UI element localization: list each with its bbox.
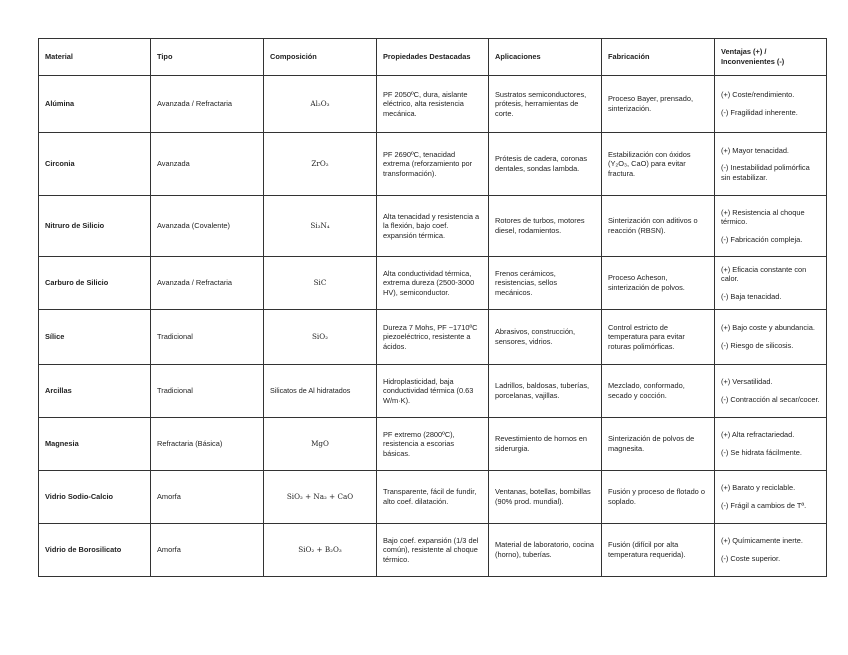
material-cell: Sílice <box>39 310 151 365</box>
aplicaciones-cell: Material de laboratorio, cocina (horno), tuberías. <box>489 524 602 577</box>
composicion-cell: Al₂O₃ <box>264 76 377 133</box>
ventaja-text: (+) Eficacia constante con calor. <box>721 264 807 284</box>
inconveniente-text: (-) Se hidrata fácilmente. <box>721 448 802 457</box>
composicion-cell: SiO₂ <box>264 310 377 365</box>
propiedades-cell: Hidroplasticidad, baja conductividad térmica (0.63 W/m·K). <box>377 365 489 418</box>
composicion-cell: SiO₂ + Na₂ + CaO <box>264 471 377 524</box>
tipo-cell: Avanzada / Refractaria <box>151 257 264 310</box>
ventajas-cell <box>715 196 827 257</box>
propiedades-cell: Alta conductividad térmica, extrema dureza (2500-3000 HV), semiconductor. <box>377 257 489 310</box>
aplicaciones-cell: Prótesis de cadera, coronas dentales, sondas lambda. <box>489 133 602 196</box>
material-cell: Alúmina <box>39 76 151 133</box>
propiedades-cell: PF 2050ºC, dura, aislante eléctrico, alta resistencia mecánica. <box>377 76 489 133</box>
fabricacion-cell: Fusión (difícil por alta temperatura requerida). <box>602 524 715 577</box>
ventajas-cell <box>715 524 827 577</box>
aplicaciones-cell: Ladrillos, baldosas, tuberías, porcelanas, vajillas. <box>489 365 602 418</box>
aplicaciones-cell: Sustratos semiconductores, prótesis, herramientas de corte. <box>489 76 602 133</box>
header-composicion: Composición <box>264 39 377 76</box>
material-cell: Circonia <box>39 133 151 196</box>
material-cell: Vidrio Sodio-Calcio <box>39 471 151 524</box>
table-row <box>39 310 827 365</box>
aplicaciones-cell: Ventanas, botellas, bombillas (90% prod. mundial). <box>489 471 602 524</box>
ventaja-text: (+) Resistencia al choque térmico. <box>721 207 805 227</box>
table-row <box>39 471 827 524</box>
ventajas-cell <box>715 310 827 365</box>
ventaja-text: (+) Bajo coste y abundancia. <box>721 323 815 333</box>
header-aplicaciones: Aplicaciones <box>489 39 602 76</box>
ventajas-cell <box>715 133 827 196</box>
inconveniente-text: (-) Inestabilidad polimórfica sin estabilizar. <box>721 163 810 182</box>
tipo-cell: Avanzada <box>151 133 264 196</box>
table-row <box>39 257 827 310</box>
fabricacion-cell: Estabilización con óxidos (Y₂O₃, CaO) para evitar fractura. <box>602 133 715 196</box>
fabricacion-cell: Sinterización con aditivos o reacción (RBSN). <box>602 196 715 257</box>
table-row <box>39 418 827 471</box>
propiedades-cell: PF 2690ºC, tenacidad extrema (reforzamiento por transformación). <box>377 133 489 196</box>
ventajas-cell <box>715 471 827 524</box>
inconveniente-text: (-) Contracción al secar/cocer. <box>721 395 820 404</box>
composicion-cell: Si₃N₄ <box>264 196 377 257</box>
header-ventajas: Ventajas (+) / Inconvenientes (-) <box>715 39 827 76</box>
tipo-cell: Amorfa <box>151 524 264 577</box>
ventajas-cell <box>715 257 827 310</box>
ventajas-cell <box>715 365 827 418</box>
header-tipo: Tipo <box>151 39 264 76</box>
inconveniente-text: (-) Fabricación compleja. <box>721 234 803 244</box>
composicion-cell: Silicatos de Al hidratados <box>264 365 377 418</box>
material-cell: Vidrio de Borosilicato <box>39 524 151 577</box>
ventaja-text: (+) Químicamente inerte. <box>721 536 803 546</box>
propiedades-cell: Transparente, fácil de fundir, alto coef. dilatación. <box>377 471 489 524</box>
fabricacion-cell: Fusión y proceso de flotado o soplado. <box>602 471 715 524</box>
ventaja-text: (+) Alta refractariedad. <box>721 430 795 440</box>
composicion-cell: SiO₂ + B₂O₃ <box>264 524 377 577</box>
tipo-cell: Tradicional <box>151 365 264 418</box>
ventajas-cell <box>715 418 827 471</box>
header-propiedades: Propiedades Destacadas <box>377 39 489 76</box>
propiedades-cell: Bajo coef. expansión (1/3 del común), resistente al choque térmico. <box>377 524 489 577</box>
table-row <box>39 196 827 257</box>
composicion-cell: ZrO₂ <box>264 133 377 196</box>
inconveniente-text: (-) Frágil a cambios de Tª. <box>721 501 807 510</box>
ceramics-table <box>38 38 827 577</box>
header-row <box>39 39 827 76</box>
fabricacion-cell: Proceso Acheson, sinterización de polvos. <box>602 257 715 310</box>
table-row <box>39 76 827 133</box>
tipo-cell: Avanzada (Covalente) <box>151 196 264 257</box>
tipo-cell: Avanzada / Refractaria <box>151 76 264 133</box>
propiedades-cell: PF extremo (2800ºC), resistencia a escorias básicas. <box>377 418 489 471</box>
aplicaciones-cell: Rotores de turbos, motores diesel, rodamientos. <box>489 196 602 257</box>
inconveniente-text: (-) Coste superior. <box>721 554 781 563</box>
material-cell: Nitruro de Silicio <box>39 196 151 257</box>
inconveniente-text: (-) Riesgo de silicosis. <box>721 341 794 350</box>
fabricacion-cell: Proceso Bayer, prensado, sinterización. <box>602 76 715 133</box>
aplicaciones-cell: Revestimiento de hornos en siderurgia. <box>489 418 602 471</box>
ventaja-text: (+) Versatilidad. <box>721 377 773 387</box>
table-row <box>39 365 827 418</box>
material-cell: Magnesia <box>39 418 151 471</box>
composicion-cell: MgO <box>264 418 377 471</box>
fabricacion-cell: Sinterización de polvos de magnesita. <box>602 418 715 471</box>
propiedades-cell: Dureza 7 Mohs, PF ~1710ºC piezoeléctrico, resistente a ácidos. <box>377 310 489 365</box>
header-material: Material <box>39 39 151 76</box>
composicion-cell: SiC <box>264 257 377 310</box>
propiedades-cell: Alta tenacidad y resistencia a la flexión, bajo coef. expansión térmica. <box>377 196 489 257</box>
tipo-cell: Amorfa <box>151 471 264 524</box>
table-row <box>39 133 827 196</box>
aplicaciones-cell: Abrasivos, construcción, sensores, vidrios. <box>489 310 602 365</box>
header-fabricacion: Fabricación <box>602 39 715 76</box>
ventaja-text: (+) Barato y reciclable. <box>721 483 796 493</box>
ventaja-text: (+) Mayor tenacidad. <box>721 145 789 155</box>
inconveniente-text: (-) Baja tenacidad. <box>721 291 782 301</box>
table-row <box>39 524 827 577</box>
material-cell: Arcillas <box>39 365 151 418</box>
ventajas-cell <box>715 76 827 133</box>
ventaja-text: (+) Coste/rendimiento. <box>721 90 795 100</box>
inconveniente-text: (-) Fragilidad inherente. <box>721 108 798 117</box>
tipo-cell: Refractaria (Básica) <box>151 418 264 471</box>
tipo-cell: Tradicional <box>151 310 264 365</box>
fabricacion-cell: Control estricto de temperatura para evitar roturas polimórficas. <box>602 310 715 365</box>
fabricacion-cell: Mezclado, conformado, secado y cocción. <box>602 365 715 418</box>
aplicaciones-cell: Frenos cerámicos, resistencias, sellos mecánicos. <box>489 257 602 310</box>
material-cell: Carburo de Silicio <box>39 257 151 310</box>
